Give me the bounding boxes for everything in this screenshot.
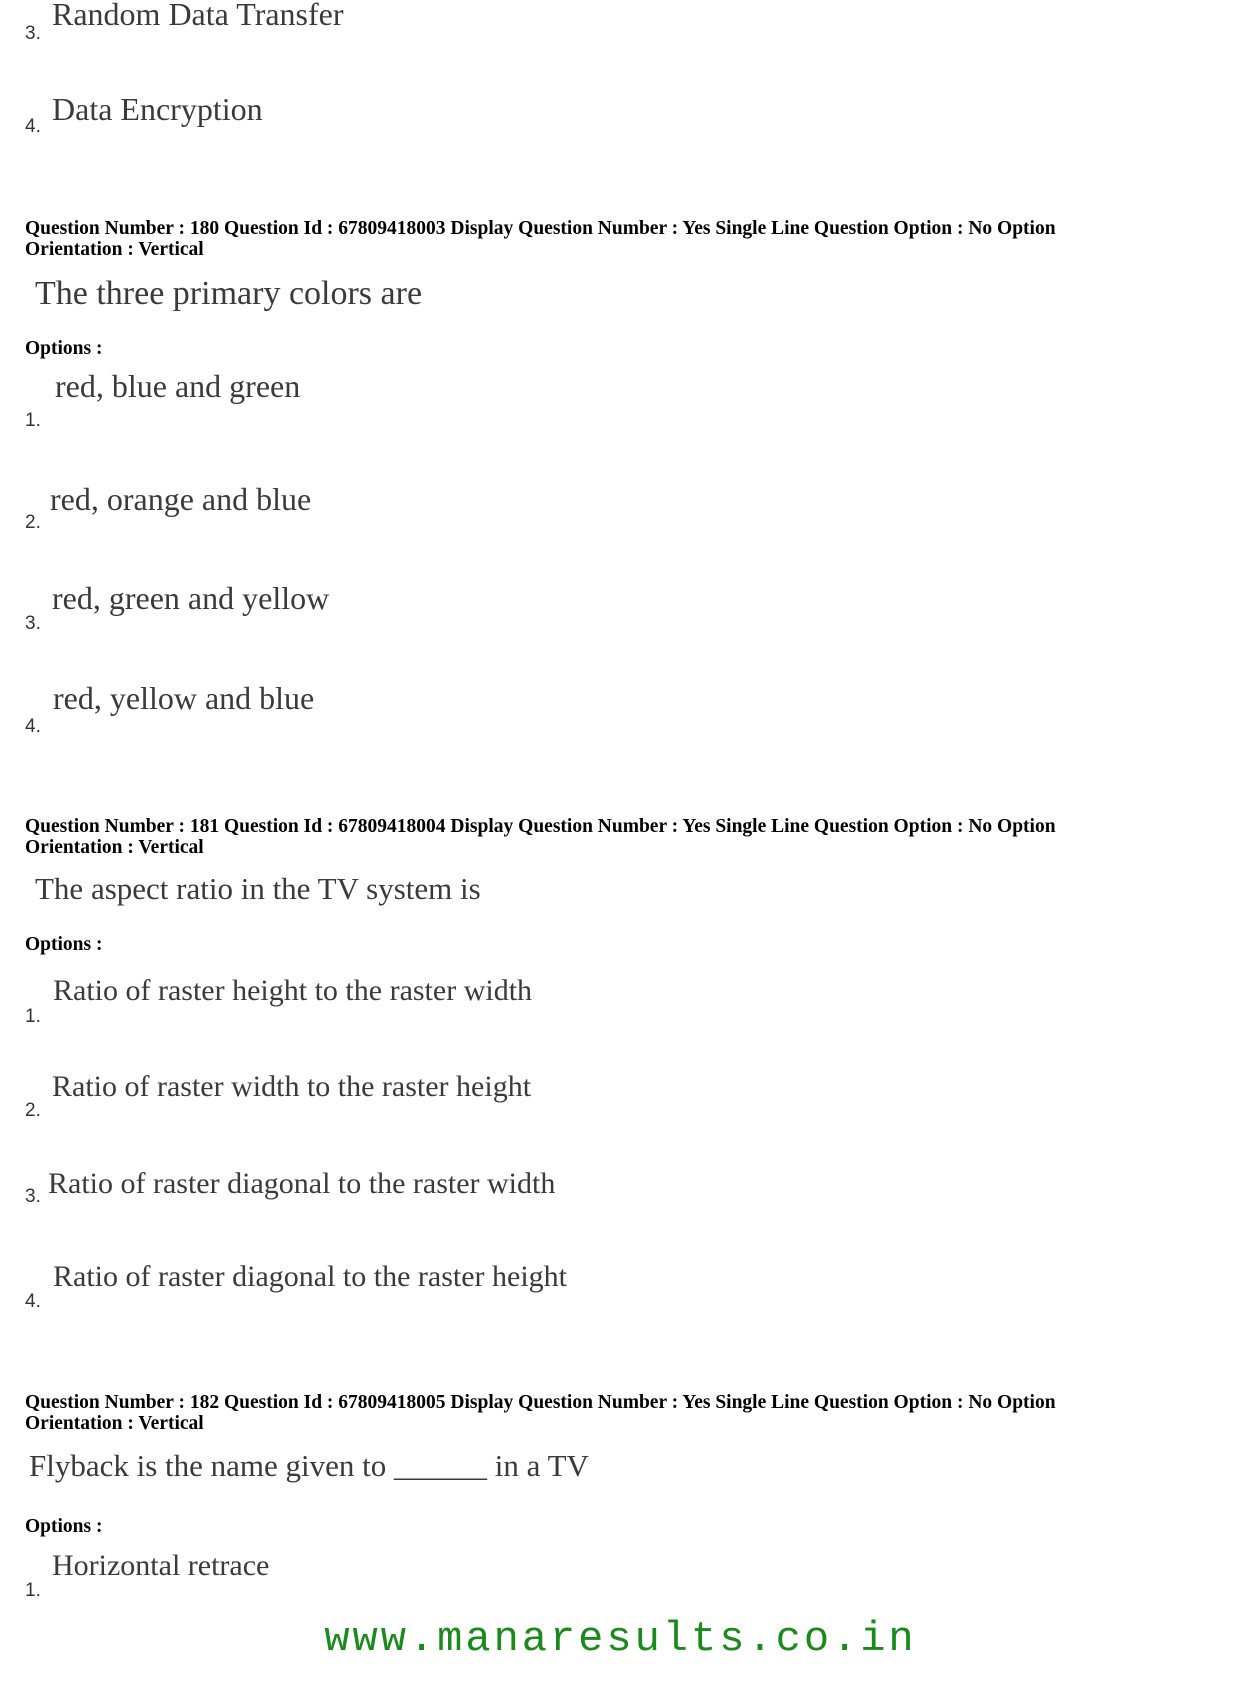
option-text: Random Data Transfer <box>52 0 344 32</box>
option-number: 1. <box>25 410 41 431</box>
options-label: Options : <box>25 934 103 955</box>
options-label: Options : <box>25 1516 103 1537</box>
question-text: The aspect ratio in the TV system is <box>35 871 481 906</box>
option-text: Ratio of raster width to the raster height <box>52 1070 532 1103</box>
option-text: red, green and yellow <box>52 580 330 616</box>
option-number: 3. <box>25 23 41 44</box>
option-number: 1. <box>25 1580 41 1601</box>
option-text: Data Encryption <box>52 91 263 127</box>
option-number: 4. <box>25 1291 41 1312</box>
question-text: The three primary colors are <box>35 275 423 312</box>
footer-url: www.manaresults.co.in <box>324 1615 917 1663</box>
question-meta <box>25 1392 1220 1434</box>
option-text: red, orange and blue <box>50 481 312 517</box>
option-number: 3. <box>25 613 41 634</box>
option-text: Ratio of raster diagonal to the raster height <box>53 1260 567 1293</box>
option-number: 3. <box>25 1186 41 1207</box>
option-text: Horizontal retrace <box>52 1549 270 1582</box>
option-number: 4. <box>25 716 41 737</box>
meta-line-2: Orientation : Vertical <box>25 239 204 260</box>
option-number: 4. <box>25 116 41 137</box>
option-text: red, blue and green <box>55 368 301 404</box>
options-label: Options : <box>25 338 103 359</box>
meta-line-2: Orientation : Vertical <box>25 837 204 858</box>
option-number: 1. <box>25 1006 41 1027</box>
meta-line-1: Question Number : 181 Question Id : 67809418004 Display Question Number : Yes Single Line Question Option : No Option <box>25 816 1056 837</box>
option-number: 2. <box>25 1100 41 1121</box>
meta-line-1: Question Number : 180 Question Id : 67809418003 Display Question Number : Yes Single Line Question Option : No Option <box>25 218 1056 239</box>
question-meta <box>25 816 1220 858</box>
option-text: Ratio of raster height to the raster width <box>53 974 533 1007</box>
option-text: Ratio of raster diagonal to the raster width <box>48 1167 556 1200</box>
option-text: red, yellow and blue <box>53 680 315 716</box>
option-number: 2. <box>25 512 41 533</box>
question-meta <box>25 218 1220 260</box>
meta-line-1: Question Number : 182 Question Id : 67809418005 Display Question Number : Yes Single Line Question Option : No Option <box>25 1392 1056 1413</box>
question-text: Flyback is the name given to ______ in a TV <box>29 1448 589 1483</box>
meta-line-2: Orientation : Vertical <box>25 1413 204 1434</box>
